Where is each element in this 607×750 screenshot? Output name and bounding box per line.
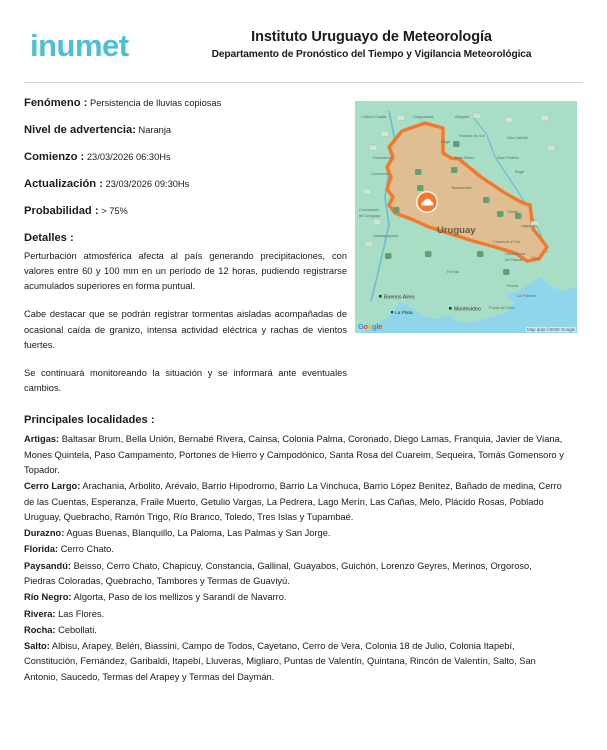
phenomenon-value: Persistencia de lluvias copiosas bbox=[90, 98, 222, 108]
svg-text:Bagé: Bagé bbox=[515, 169, 525, 174]
header-titles bbox=[174, 28, 583, 61]
map-graphic bbox=[355, 101, 577, 333]
svg-text:Uruguaiana: Uruguaiana bbox=[413, 114, 434, 119]
start-time-label: Comienzo : bbox=[24, 150, 85, 163]
list-item bbox=[24, 590, 564, 605]
svg-text:Buenos Aires: Buenos Aires bbox=[384, 294, 415, 301]
field-start-time bbox=[24, 151, 349, 164]
weather-alert-marker bbox=[416, 191, 438, 213]
department-places: Las Flores. bbox=[58, 608, 105, 619]
map-country-label: Uruguay bbox=[437, 225, 476, 236]
map-attribution: Map data ©2026 Google bbox=[526, 327, 575, 332]
list-item bbox=[24, 559, 564, 590]
department-places: Cebollati. bbox=[58, 624, 97, 635]
svg-text:do Palmar: do Palmar bbox=[505, 257, 523, 262]
svg-text:Federación: Federación bbox=[373, 155, 393, 160]
inumet-logo: inumet bbox=[30, 27, 129, 63]
svg-text:Olimar: Olimar bbox=[507, 209, 519, 214]
field-phenomenon bbox=[24, 97, 349, 110]
list-item bbox=[24, 526, 564, 541]
svg-text:Dom Pedrito: Dom Pedrito bbox=[497, 155, 519, 160]
svg-text:Chamizal y Frío: Chamizal y Frío bbox=[493, 239, 521, 244]
svg-text:Tacuarembó: Tacuarembó bbox=[451, 185, 473, 190]
department-places: Algorta, Paso de los mellizos y Sarandí de Navarro. bbox=[73, 592, 287, 603]
svg-text:Cuñurú Cuatiá: Cuñurú Cuatiá bbox=[361, 114, 387, 119]
department-places: Beisso, Cerro Chato, Chapicuy, Constancia, Gallinal, Guayabos, Guichón, Lorenzo Geyres, Merinos, Orgoroso, Piedras Coloradas, Quebracho, Tambores y Termas de Guaviyú. bbox=[24, 560, 532, 586]
svg-text:Bagé: Bagé bbox=[441, 139, 451, 144]
probability-value: > 75% bbox=[101, 205, 128, 216]
svg-text:Punta del Este: Punta del Este bbox=[489, 305, 515, 310]
main-content bbox=[0, 83, 607, 396]
department-places: Baltasar Brum, Bella Unión, Bernabé Rivera, Cainsa, Colonia Palma, Coronado, Diego Lamas, Franquia, Javier de Viana, Mones Quintela, Paso Campamento, Portones de Hierro y Campodónico, Santa Rosa del Cuareim, Sequeira, Tomás Gomensoro y Topador. bbox=[24, 434, 564, 475]
update-time-label: Actualización : bbox=[24, 177, 103, 190]
svg-text:La Plata: La Plata bbox=[395, 311, 413, 316]
localities-heading: Principales localidades : bbox=[24, 414, 155, 427]
list-item bbox=[24, 639, 564, 685]
svg-text:Chuí: Chuí bbox=[531, 255, 540, 260]
svg-text:Concordia: Concordia bbox=[371, 171, 389, 176]
google-logo: Google bbox=[358, 322, 383, 331]
svg-text:Rocha: Rocha bbox=[507, 283, 519, 288]
details-paragraph: Cabe destacar que se podrán registrar tormentas aisladas acompañadas de ocasional caída de granizo, intensa actividad eléctrica y rachas de vientos fuertes. bbox=[24, 309, 347, 350]
list-item bbox=[24, 607, 564, 622]
list-item bbox=[24, 432, 564, 478]
list-item bbox=[24, 623, 564, 638]
details-paragraph: Se continuará monitoreando la situación y se informará ante eventuales cambios. bbox=[24, 367, 347, 394]
details-heading: Detalles : bbox=[24, 231, 74, 244]
start-time-value: 23/03/2026 06:30Hs bbox=[86, 151, 171, 162]
svg-text:Bom Retiro: Bom Retiro bbox=[455, 155, 475, 160]
localities-section bbox=[0, 414, 607, 685]
svg-text:La Paloma: La Paloma bbox=[517, 293, 536, 298]
department-name: Salto: bbox=[24, 641, 50, 652]
svg-text:Florida: Florida bbox=[447, 269, 459, 274]
svg-text:Jaguarão: Jaguarão bbox=[521, 223, 538, 228]
list-item bbox=[24, 479, 564, 525]
field-update-time bbox=[24, 178, 349, 191]
department-places: Cerro Chato. bbox=[60, 544, 114, 555]
update-time-value: 23/03/2026 09:30Hs bbox=[105, 178, 190, 189]
alert-info-column bbox=[24, 97, 349, 396]
map-column bbox=[349, 97, 583, 333]
svg-text:Alegrete: Alegrete bbox=[455, 114, 470, 119]
department-name: Río Negro: bbox=[24, 592, 72, 603]
list-item bbox=[24, 542, 564, 557]
department-name: Rocha: bbox=[24, 624, 56, 635]
warning-level-label: Nivel de advertencia: bbox=[24, 123, 136, 136]
svg-text:Gualeguaychú: Gualeguaychú bbox=[373, 233, 399, 238]
svg-text:del Uruguay: del Uruguay bbox=[359, 213, 380, 218]
department-name: Cerro Largo: bbox=[24, 481, 81, 492]
warning-level-value: Naranja bbox=[138, 124, 172, 135]
details-paragraph: Perturbación atmosférica afecta al país generando precipitaciones, con valores entre 60 y 100 mm en un período de 12 horas, pudiendo registrarse acumulados superiores en forma puntual. bbox=[24, 250, 347, 292]
department-name: Artigas: bbox=[24, 434, 60, 445]
page-header bbox=[0, 0, 607, 72]
department-name: Rivera: bbox=[24, 608, 56, 619]
organization-title: Instituto Uruguayo de Meteorología bbox=[251, 29, 492, 46]
department-name: Durazno: bbox=[24, 528, 65, 539]
department-places: Arachania, Arbolito, Arévalo, Barrio Hipodromo, Barrio La Vinchuca, Barrio López Benítez, Bañado de medina, Cerro de las Cuentas, Esperanza, Fraile Muerto, Getulio Vargas, La Pedrera, Lago Merín, Las Cañas, Melo, Plácido Rosas, Poblado Uruguay, Quebracho, Ramón Trigo, Río Branco, Toledo, Tres Islas y Tupambaé. bbox=[24, 481, 562, 522]
svg-text:São Gabriel: São Gabriel bbox=[507, 135, 528, 140]
field-probability bbox=[24, 205, 349, 218]
field-warning-level bbox=[24, 124, 349, 137]
svg-text:Rosário do Sul: Rosário do Sul bbox=[459, 133, 485, 138]
department-places: Aguas Buenas, Blanquillo, La Paloma, Las Palmas y San Jorge. bbox=[66, 528, 331, 539]
probability-label: Probabilidad : bbox=[24, 204, 99, 217]
svg-text:Concepción: Concepción bbox=[359, 207, 380, 212]
department-places: Albisu, Arapey, Belén, Biassini, Campo de Todos, Cayetano, Cerro de Vera, Colonia 18 de Julio, Colonia Itapebí, Constitución, Fernández, Garibaldi, Itapebí, Lluveras, Migliaro, Puntas de Valentín, Quintana, Rincón de Valentín, Salto, San Antonio, Saucedo, Termas del Arapey y Termas del Daymán. bbox=[24, 641, 536, 682]
phenomenon-label: Fenómeno : bbox=[24, 97, 88, 109]
department-name: Florida: bbox=[24, 544, 59, 555]
svg-text:Montevideo: Montevideo bbox=[454, 306, 481, 313]
organization-subtitle: Departamento de Pronóstico del Tiempo y Vigilancia Meteorológica bbox=[211, 49, 532, 61]
department-name: Paysandú: bbox=[24, 560, 72, 571]
svg-text:Santa Rosa: Santa Rosa bbox=[505, 251, 526, 256]
alert-area-map[interactable] bbox=[355, 101, 577, 333]
